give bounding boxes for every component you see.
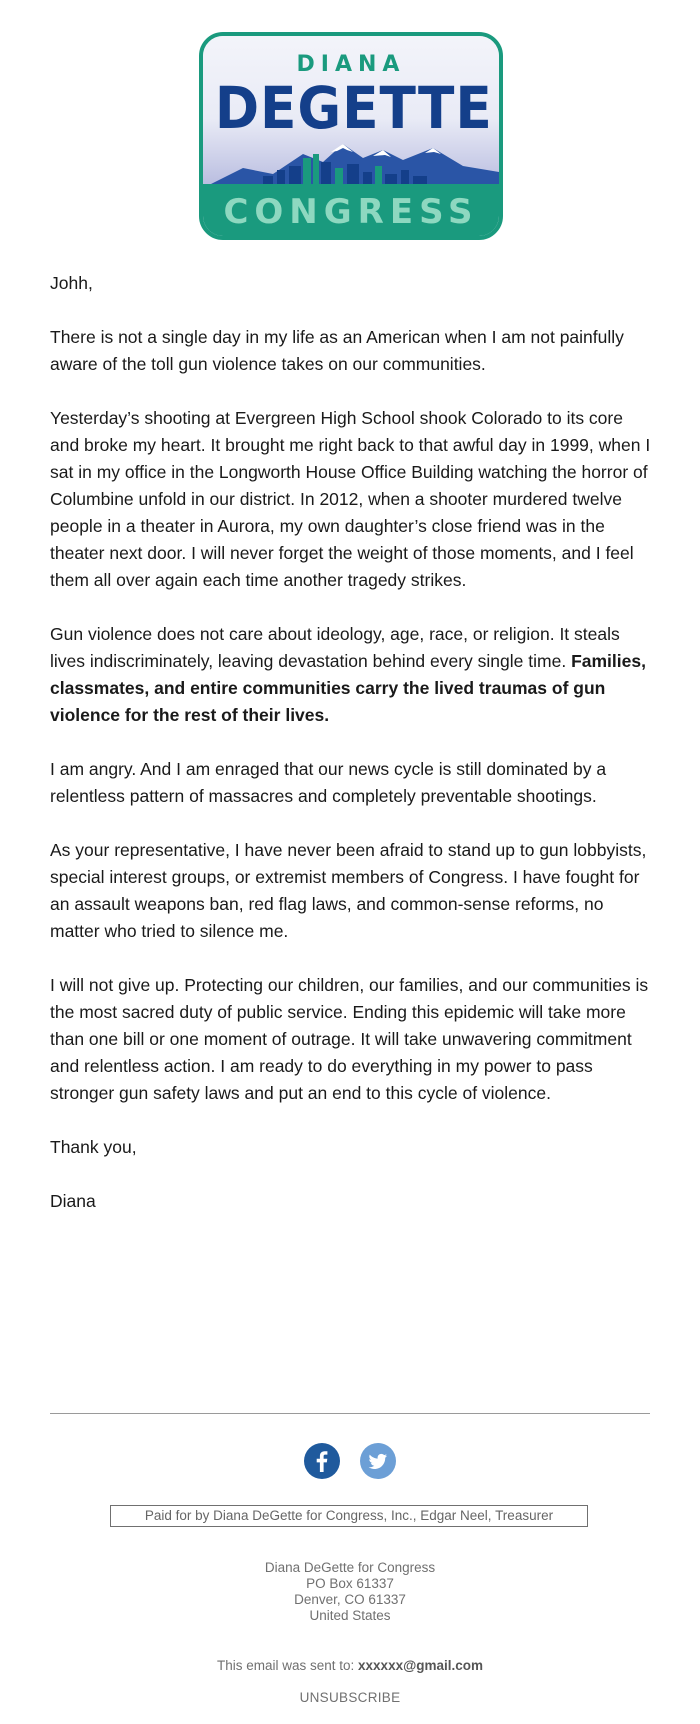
mountain-skyline-icon	[203, 136, 499, 188]
paragraph-5: As your representative, I have never been afraid to stand up to gun lobbyists, special interest groups, or extremist members of Congress. I have fought for an assault weapons ban, red flag laws, and common-sense reforms, no matter who tried to silence me.	[50, 840, 647, 941]
unsubscribe-link[interactable]: UNSUBSCRIBE	[299, 1690, 401, 1705]
closing: Thank you,	[50, 1137, 137, 1157]
paragraph-6: I will not give up. Protecting our children, our families, and our communities is the most sacred duty of public service. Ending this epidemic will take more than one bill or one moment of outrage. It will take unwavering commitment and relentless action. I am ready to do everything in my power to pass stronger gun safety laws and put an end to this cycle of violence.	[50, 975, 649, 1103]
address-org: Diana DeGette for Congress	[264, 1560, 436, 1575]
paragraph-3-text: Gun violence does not care about ideology, age, race, or religion. It steals lives indiscriminately, leaving devastation behind every single time.	[50, 624, 620, 671]
sent-to-notice	[0, 1658, 700, 1673]
paragraph-3-emphasis: Families, classmates, and entire communities carry the lived traumas of gun violence for the rest of their lives.	[50, 651, 646, 725]
mailing-address	[0, 1560, 700, 1624]
logo-last-name: DEGETTE	[214, 74, 493, 142]
address-line-1: PO Box 61337	[306, 1576, 394, 1591]
paid-for-disclaimer: Paid for by Diana DeGette for Congress, Inc., Edgar Neel, Treasurer	[110, 1505, 588, 1527]
logo-first-name: DIANA	[296, 52, 406, 77]
paragraph-1: There is not a single day in my life as an American when I am not painfully aware of the toll gun violence takes on our communities.	[50, 327, 624, 374]
campaign-logo[interactable]	[199, 32, 503, 240]
signature: Diana	[50, 1191, 96, 1211]
address-country: United States	[309, 1608, 391, 1623]
greeting: Johh,	[50, 273, 93, 293]
social-links	[0, 1443, 700, 1481]
sent-to-label: This email was sent to:	[216, 1658, 359, 1673]
footer-divider	[50, 1413, 650, 1414]
address-line-2: Denver, CO 61337	[294, 1592, 406, 1607]
letter-body	[50, 270, 655, 1242]
sent-to-email: xxxxxx@gmail.com	[358, 1658, 484, 1673]
logo-tagline: CONGRESS	[223, 192, 479, 232]
facebook-icon[interactable]	[304, 1443, 340, 1479]
paragraph-3	[50, 621, 655, 729]
paragraph-2: Yesterday’s shooting at Evergreen High School shook Colorado to its core and broke my heart. It brought me right back to that awful day in 1999, when I sat in my office in the Longworth House Office Building watching the horror of Columbine unfold in our district. In 2012, when a shooter murdered twelve people in a theater in Aurora, my own daughter’s close friend was in the theater next door. I will never forget the weight of those moments, and I feel them all over again each time another tragedy strikes.	[50, 408, 651, 590]
twitter-icon[interactable]	[360, 1443, 396, 1479]
paragraph-4: I am angry. And I am enraged that our news cycle is still dominated by a relentless pattern of massacres and completely preventable shootings.	[50, 759, 607, 806]
